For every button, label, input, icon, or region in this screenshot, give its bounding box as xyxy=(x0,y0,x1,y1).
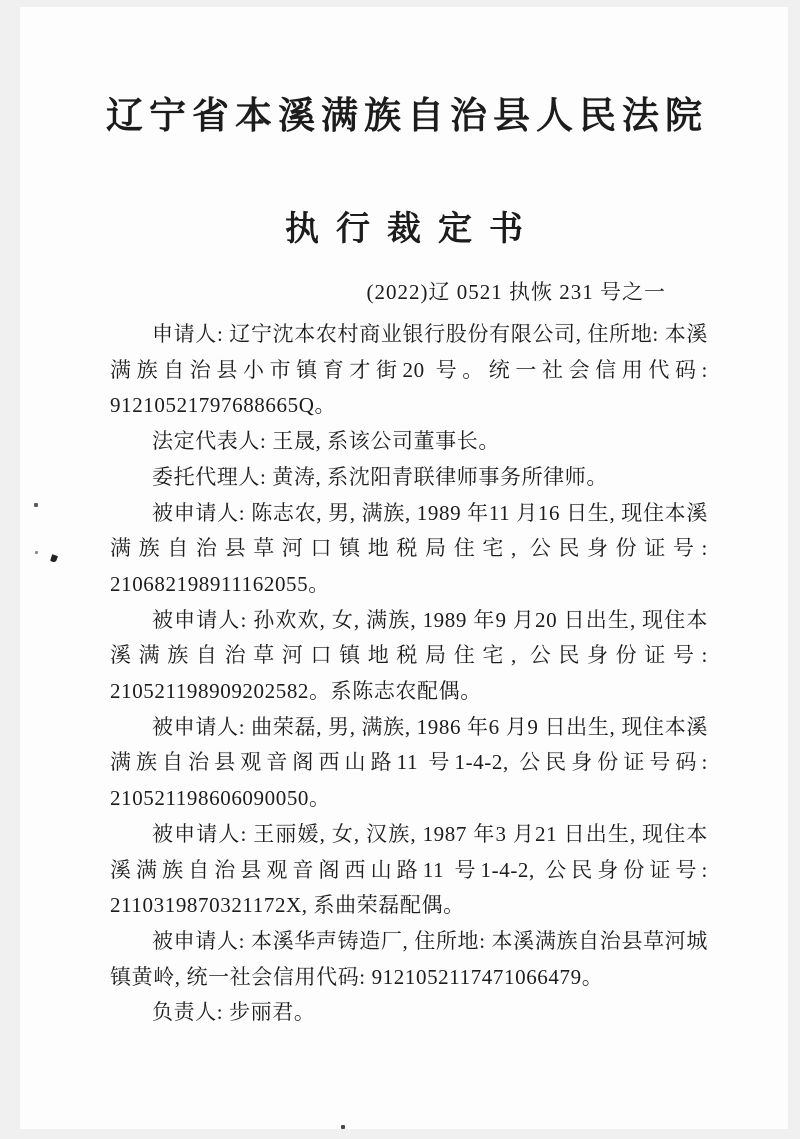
paragraph-legal-representative: 法定代表人: 王晟, 系该公司董事长。 xyxy=(152,429,500,454)
paragraph-respondent-4: 被申请人: 王丽媛, 女, 汉族, 1987 年3 月21 日出生, 现住本溪满族自治县观音阁西山路11 号1-4-2, 公民身份证号: 2110319870321172X, 系曲荣磊配偶。 xyxy=(110,821,708,918)
scan-speck xyxy=(50,554,58,563)
paragraph-respondent-3: 被申请人: 曲荣磊, 男, 满族, 1986 年6 月9 日出生, 现住本溪满族自治县观音阁西山路11 号1-4-2, 公民身份证号码: 210521198606090050。 xyxy=(110,714,708,811)
case-number: (2022)辽 0521 执恢 231 号之一 xyxy=(366,280,666,304)
court-name-heading: 辽宁省本溪满族自治县人民法院 xyxy=(106,96,708,137)
document-body xyxy=(110,317,708,1031)
scan-speck xyxy=(341,1125,345,1129)
paragraph-applicant: 申请人: 辽宁沈本农村商业银行股份有限公司, 住所地: 本溪满族自治县小市镇育才街20 号。统一社会信用代码: 91210521797688665Q。 xyxy=(110,322,708,418)
scan-speck xyxy=(34,503,38,507)
paragraph-respondent-5: 被申请人: 本溪华声铸造厂, 住所地: 本溪满族自治县草河城镇黄岭, 统一社会信用代码: 9121052117471066479。 xyxy=(110,928,708,989)
scan-speck xyxy=(35,551,38,554)
paragraph-person-in-charge: 负责人: 步丽君。 xyxy=(152,1000,316,1025)
document-page xyxy=(20,7,788,1129)
paragraph-respondent-2: 被申请人: 孙欢欢, 女, 满族, 1989 年9 月20 日出生, 现住本溪满族自治草河口镇地税局住宅, 公民身份证号: 210521198909202582。系陈志农配偶。 xyxy=(110,607,708,704)
paragraph-attorney: 委托代理人: 黄涛, 系沈阳青联律师事务所律师。 xyxy=(152,464,608,489)
document-title: 执行裁定书 xyxy=(285,211,540,248)
paragraph-respondent-1: 被申请人: 陈志农, 男, 满族, 1989 年11 月16 日生, 现住本溪满族自治县草河口镇地税局住宅, 公民身份证号: 210682198911162055。 xyxy=(110,500,708,596)
